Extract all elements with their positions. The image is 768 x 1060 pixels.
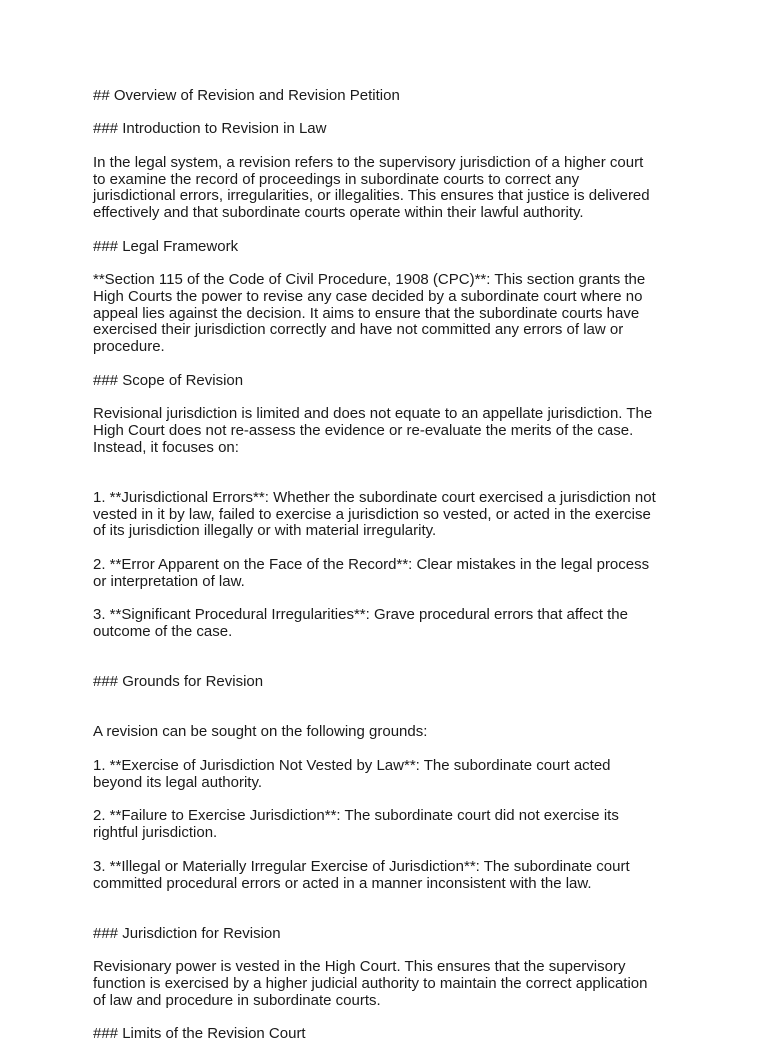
heading-overview: ## Overview of Revision and Revision Petition [93, 87, 400, 104]
paragraph-scope: Revisional jurisdiction is limited and does not equate to an appellate jurisdiction. The High Court does not re-assess the evidence or re-evaluate the merits of the case. Instead, it focuses on: [93, 404, 653, 456]
paragraph-grounds: A revision can be sought on the following grounds: [93, 723, 428, 741]
list-scope [93, 473, 713, 658]
heading-scope: ### Scope of Revision [93, 371, 244, 389]
heading-grounds: ### Grounds for Revision [93, 673, 264, 691]
paragraph-jurisdiction: Revisionary power is vested in the High Court. This ensures that the supervisory function is exercised by a higher judicial authority to maintain the correct application of law and procedure in subordinate courts. [93, 958, 648, 1009]
list-grounds [93, 708, 713, 910]
heading-jurisdiction: ### Jurisdiction for Revision [93, 924, 281, 942]
list-item: 3. **Significant Procedural Irregularities**: Grave procedural errors that affect the outcome of the case. [93, 606, 628, 641]
heading-introduction: ### Introduction to Revision in Law [93, 120, 327, 138]
document-page [93, 88, 713, 1060]
paragraph-legal-framework: **Section 115 of the Code of Civil Procedure, 1908 (CPC)**: This section grants the High Courts the power to revise any case decided by a subordinate court where no appeal lies against the decision. It aims to ensure that the subordinate courts have exercised their jurisdiction correctly and have not committed any errors of law or procedure. [93, 270, 646, 356]
list-item: 3. **Illegal or Materially Irregular Exercise of Jurisdiction**: The subordinate court committed procedural errors or acted in a manner inconsistent with the law. [93, 857, 630, 892]
heading-limits: ### Limits of the Revision Court [93, 1025, 306, 1043]
list-item: 2. **Failure to Exercise Jurisdiction**: The subordinate court did not exercise its rightful jurisdiction. [93, 807, 619, 842]
list-item: 1. **Jurisdictional Errors**: Whether the subordinate court exercised a jurisdiction not vested in it by law, failed to exercise a jurisdiction so vested, or acted in the exercise of its jurisdiction illegally or with material irregularity. [93, 488, 656, 540]
list-item: 2. **Error Apparent on the Face of the Record**: Clear mistakes in the legal process or interpretation of law. [93, 555, 650, 590]
list-item: 1. **Exercise of Jurisdiction Not Vested by Law**: The subordinate court acted beyond its legal authority. [93, 757, 611, 791]
paragraph-introduction: In the legal system, a revision refers to the supervisory jurisdiction of a higher court to examine the record of proceedings in subordinate courts to correct any jurisdictional errors, irregularities, or illegalities. This ensures that justice is delivered effectively and that subordinate courts operate within their lawful authority. [93, 153, 650, 222]
heading-legal-framework: ### Legal Framework [93, 237, 239, 255]
